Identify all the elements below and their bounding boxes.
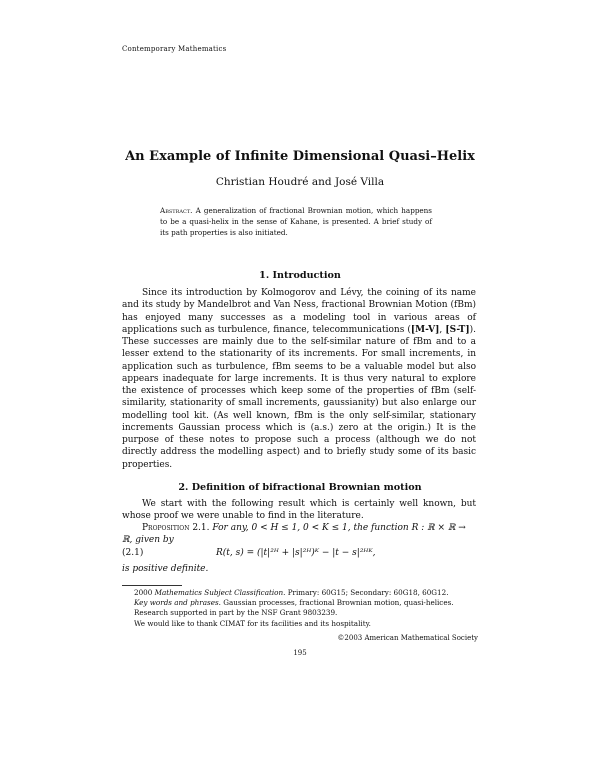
footnotes xyxy=(122,588,476,629)
citation-separator: , xyxy=(439,324,446,335)
footnote-msc: 2000 Mathematics Subject Classification. Primary: 60G15; Secondary: 60G18, 60G12. xyxy=(134,588,449,597)
proposition-label: Proposition 2.1. xyxy=(142,523,210,533)
abstract xyxy=(160,205,432,238)
equation-2-1 xyxy=(122,548,476,562)
paper-title: An Example of Infinite Dimensional Quasi–Helix xyxy=(125,149,475,164)
proposition-conclusion: is positive definite. xyxy=(122,564,209,574)
section-heading-definition: 2. Definition of bifractional Brownian motion xyxy=(178,482,422,493)
footnote-keywords: Key words and phrases. Gaussian processes, fractional Brownian motion, quasi-helices. xyxy=(134,598,454,608)
equation-label: (2.1) xyxy=(122,548,144,558)
intro-text: Since its introduction by Kolmogorov and Lévy, the coining of its name and its study by Mandelbrot and Van Ness, fractional Brownian Motion (fBm) has enjoyed many successes as a modeling tool in various areas of applications such as turbulence, finance, telecommunications ( xyxy=(122,288,476,335)
footnote-grant: Research supported in part by the NSF Grant 9803239. xyxy=(134,608,338,618)
proposition xyxy=(122,522,476,546)
copyright-notice: ©2003 American Mathematical Society xyxy=(337,634,478,642)
running-head: Contemporary Mathematics xyxy=(122,45,227,53)
intro-text-end: ). These successes are mainly due to the self-similar nature of fBm and to a lesser extend to the stationarity of its increments. For small increments, in application such as turbulence, fBm seems to be a valuable model but also appears inadequate for large increments. It is thus very natural to explore the existence of processes which keep some of the properties of fBm (self-similarity, stationarity of small increments, gaussianity) but also enlarge our modelling tool kit. (As well known, fBm is the only self-similar, stationary increments Gaussian process which is (a.s.) zero at the origin.) It is the purpose of these notes to propose such a process (although we do not directly address the modelling aspect) and to briefly study some of its basic properties. xyxy=(122,324,476,470)
footnote-rule xyxy=(122,585,182,586)
footnote-thanks: We would like to thank CIMAT for its facilities and its hospitality. xyxy=(134,618,371,628)
paper-authors: Christian Houdré and José Villa xyxy=(215,176,385,188)
definition-paragraph: We start with the following result which is certainly well known, but whose proof we were unable to find in the literature. xyxy=(122,499,476,522)
proposition-text: For any, 0 < H ≤ 1, 0 < K ≤ 1, the function R : ℝ × ℝ → ℝ, given by xyxy=(122,523,466,545)
abstract-text: A generalization of fractional Brownian motion, which happens to be a quasi-helix in the sense of Kahane, is presented. A brief study of its path properties is also initiated. xyxy=(160,206,432,237)
section-heading-introduction: 1. Introduction xyxy=(259,270,341,281)
introduction-paragraph xyxy=(122,287,476,471)
abstract-label: Abstract. xyxy=(160,206,193,215)
citation-mv[interactable]: [M-V] xyxy=(410,324,440,335)
citation-st[interactable]: [S-T] xyxy=(445,324,470,335)
page-number: 195 xyxy=(293,649,307,657)
equation-body: R(t, s) = (|t|²ᴴ + |s|²ᴴ)ᴷ − |t − s|²ᴴᴷ, xyxy=(216,548,376,558)
